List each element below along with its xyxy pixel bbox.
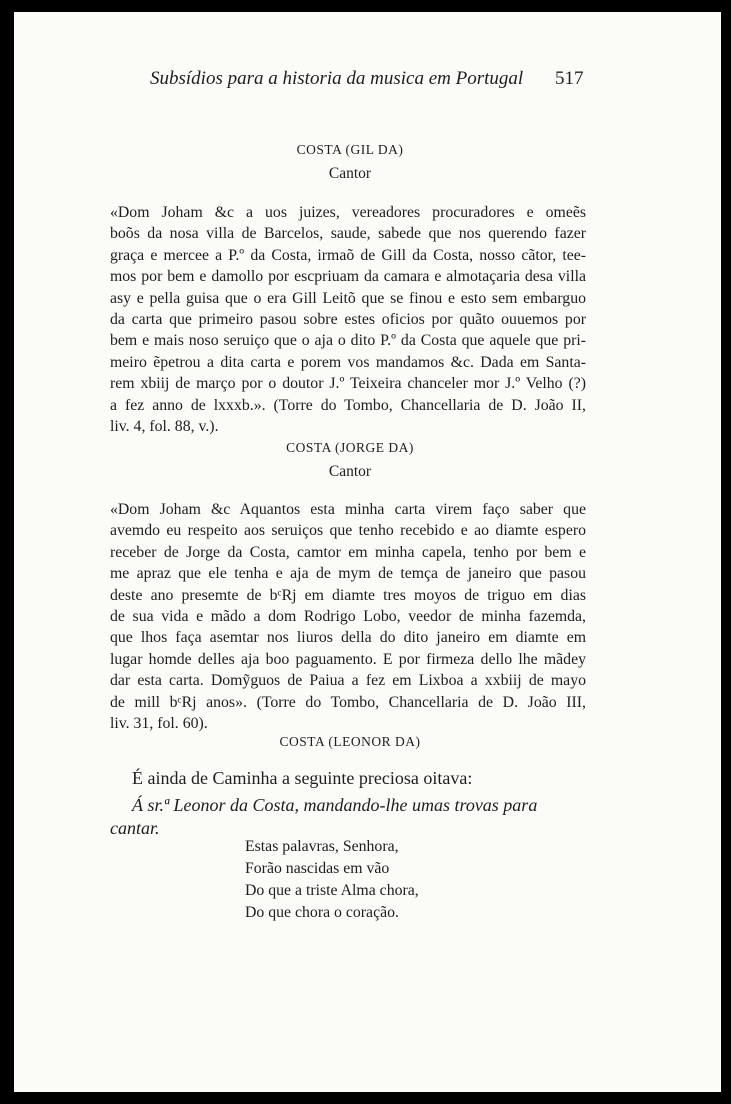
book-page — [14, 12, 721, 1092]
paragraph-line: da carta que primeiro pasou sobre estes oficios por quãto ouuemos por — [110, 311, 586, 329]
poem-verse: Forão nascidas em vão — [245, 860, 390, 877]
paragraph-line: de mill bᶜRj anos». (Torre do Tombo, Chancellaria de D. João III, — [110, 693, 586, 711]
paragraph-line: graça e mercee a P.º da Costa, irmaõ de Gill da Costa, nosso cãtor, tee- — [110, 246, 586, 264]
poem-verse: Do que chora o coração. — [245, 904, 399, 921]
running-head: Subsídios para a historia da musica em Portugal — [150, 68, 524, 89]
dedication-line: Á sr.ª Leonor da Costa, mandando-lhe umas trovas para — [132, 795, 538, 815]
poem-verse: Estas palavras, Senhora, — [245, 838, 399, 855]
dedication — [110, 794, 590, 840]
section-subtitle-gil: Cantor — [328, 165, 372, 182]
paragraph-line: «Dom Joham &c Aquantos esta minha carta virem faço saber que — [110, 501, 586, 518]
paragraph-line: liv. 4, fol. 88, v.). — [110, 418, 219, 436]
paragraph-line: bem e mais noso seruiço que o aja o dito P.º da Costa que aquele que pri- — [110, 332, 586, 350]
paragraph-line: de sua vida e mãdo a dom Rodrigo Lobo, veedor de minha fazemda, — [110, 608, 586, 626]
dedication-line: cantar. — [110, 818, 160, 838]
page-number: 517 — [555, 68, 584, 89]
section-title-gil: COSTA (GIL DA) — [296, 142, 404, 157]
intro-sentence: É ainda de Caminha a seguinte preciosa oitava: — [132, 768, 473, 788]
paragraph-line: deste ano presemte de bᶜRj em diamte tres moyos de triguo em dias — [110, 586, 586, 604]
paragraph-line: boõs da nosa villa de Barcelos, saude, sabede que nos querendo fazer — [110, 225, 586, 243]
paragraph-line: que lhos faça asemtar nos liuros della do dito janeiro em diamte em — [110, 629, 586, 647]
section-subtitle-jorge: Cantor — [328, 463, 372, 480]
paragraph-line: avemdo eu respeito aos seruiços que tenho recebido e ao diamte espero — [110, 522, 586, 540]
paragraph-line: mos por bem e damollo por escpriuam da camara e almotaçaria desa villa — [110, 268, 586, 286]
paragraph-line: asy e pella guisa que o era Gill Leitõ que se finou e esto sem embarguo — [110, 289, 586, 307]
poem-stanza — [245, 836, 419, 924]
paragraph-line: rem xbiij de março por o doutor J.º Teixeira chanceler mor J.º Velho (?) — [110, 375, 586, 393]
poem-verse: Do que a triste Alma chora, — [245, 882, 419, 899]
paragraph-line: liv. 31, fol. 60). — [110, 715, 208, 733]
paragraph-line: dar esta carta. Domỹguos de Paiua a fez em Lixboa a xxbiij de mayo — [110, 672, 586, 690]
section-title-jorge: COSTA (JORGE DA) — [286, 440, 414, 455]
paragraph-line: lugar homde delles aja boo paguamento. E por firmeza dello lhe mãdey — [110, 650, 586, 668]
paragraph-line: me apraz que ele tenha e aja de mym de temça de janeiro que pasou — [110, 565, 586, 583]
document-paragraph-jorge — [110, 499, 586, 734]
section-title-leonor: COSTA (LEONOR DA) — [279, 734, 421, 749]
paragraph-line: a fez anno de lxxxb.». (Torre do Tombo, Chancellaria de D. João II, — [110, 396, 586, 414]
document-paragraph-gil — [110, 202, 586, 437]
paragraph-line: «Dom Joham &c a uos juizes, vereadores procuradores e omeẽs — [110, 204, 586, 221]
paragraph-line: meiro ẽpetrou a dita carta e porem vos mandamos &c. Dada em Santa- — [110, 353, 586, 371]
paragraph-line: receber de Jorge da Costa, camtor em minha capela, tenho por bem e — [110, 543, 586, 561]
